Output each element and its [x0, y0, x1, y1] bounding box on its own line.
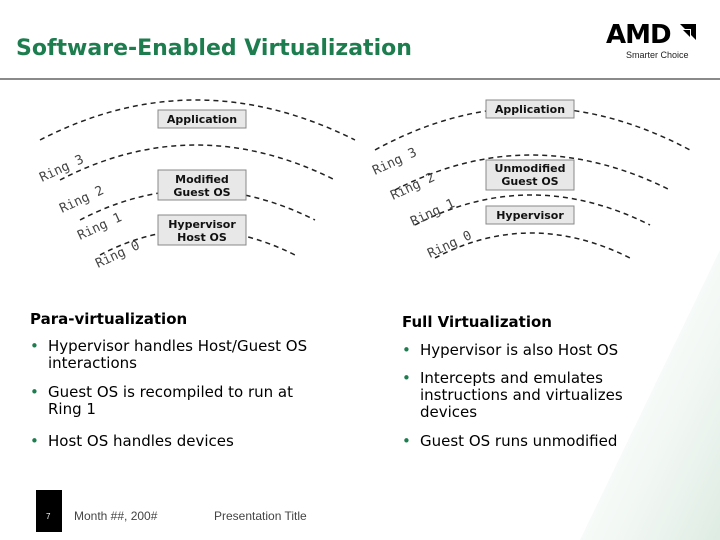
- left-hypervisor-line2: Host OS: [177, 231, 227, 244]
- right-ring-0-label: Ring 0: [425, 228, 475, 262]
- left-hypervisor-line1: Hypervisor: [168, 218, 236, 231]
- right-ring-1-label: Ring 1: [408, 196, 458, 230]
- full-bullet-3-line1: Guest OS runs unmodified: [420, 432, 618, 450]
- right-ring-2-label: Ring 2: [388, 170, 438, 204]
- full-heading: Full Virtualization: [402, 313, 552, 331]
- left-guest-os-line2: Guest OS: [173, 186, 231, 199]
- footer-page-marker: [36, 490, 62, 532]
- left-application-label: Application: [166, 113, 238, 126]
- para-bullet-1: [30, 338, 370, 374]
- left-ring-0-label: Ring 0: [93, 238, 143, 272]
- right-ring-3-label: Ring 3: [370, 145, 420, 179]
- para-heading: Para-virtualization: [30, 310, 188, 328]
- bullet-icon: •: [402, 369, 411, 387]
- bullet-icon: •: [402, 432, 411, 450]
- bullet-icon: •: [30, 383, 39, 401]
- full-bullet-2-line2: instructions and virtualizes: [420, 386, 623, 404]
- para-bullet-3: [30, 433, 370, 451]
- para-bullet-1-line2: interactions: [48, 354, 137, 372]
- amd-arrow-icon: [680, 24, 696, 40]
- para-bullet-3-text: [48, 433, 234, 450]
- para-bullet-2: [30, 384, 370, 420]
- bullet-icon: •: [30, 432, 39, 450]
- footer-presentation-title: Presentation Title: [214, 509, 307, 523]
- full-bullet-2-line3: devices: [420, 403, 478, 421]
- full-bullet-2-line1: Intercepts and emulates: [420, 369, 603, 387]
- bullet-icon: •: [402, 341, 411, 359]
- para-bullet-1-line1: Hypervisor handles Host/Guest OS: [48, 337, 308, 355]
- para-bullet-3-line1: Host OS handles devices: [48, 432, 234, 450]
- left-ring-1-label: Ring 1: [75, 210, 125, 244]
- logo-text: AMD: [606, 20, 671, 50]
- right-guest-os-line2: Guest OS: [501, 175, 559, 188]
- para-bullet-2-text: [48, 384, 293, 418]
- para-bullet-2-line1: Guest OS is recompiled to run at: [48, 383, 293, 401]
- right-guest-os-line1: Unmodified: [494, 162, 566, 175]
- logo-tagline: Smarter Choice: [626, 50, 689, 60]
- para-bullet-1-text: [48, 338, 307, 372]
- left-ring-2-label: Ring 2: [57, 183, 107, 217]
- right-application-label: Application: [494, 103, 566, 116]
- page-title: Software-Enabled Virtualization: [16, 36, 412, 61]
- footer-date: Month ##, 200#: [74, 509, 158, 523]
- corner-gradient: [580, 250, 720, 540]
- left-guest-os-line1: Modified: [175, 173, 229, 186]
- left-ring-3-label: Ring 3: [37, 152, 87, 186]
- right-hypervisor-label: Hypervisor: [496, 209, 564, 222]
- para-bullet-2-line2: Ring 1: [48, 400, 96, 418]
- bullet-icon: •: [30, 337, 39, 355]
- page-number: 7: [46, 512, 51, 521]
- full-bullet-1-line1: Hypervisor is also Host OS: [420, 341, 619, 359]
- amd-logo: [600, 18, 700, 64]
